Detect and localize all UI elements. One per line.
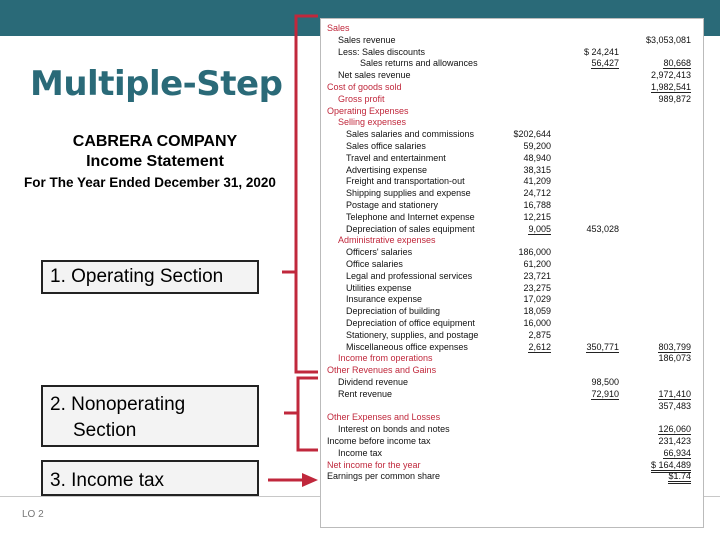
- nonoperating-section-label-line1: 2. Nonoperating: [50, 394, 186, 415]
- statement-row-label: Less: Sales discounts: [338, 46, 426, 57]
- statement-row-label: Rent revenue: [338, 388, 393, 399]
- statement-amount-c3: 357,483: [658, 400, 691, 411]
- operating-bracket: [296, 16, 318, 372]
- statement-row-label: Insurance expense: [346, 294, 423, 305]
- statement-amount-c1: 17,029: [523, 294, 551, 305]
- statement-amount-c2: $ 24,241: [583, 46, 619, 57]
- statement-amount-c1: 186,000: [518, 247, 551, 258]
- statement-period: For The Year Ended December 31, 2020: [24, 175, 276, 190]
- statement-row-label: Sales salaries and commissions: [346, 129, 475, 140]
- statement-row-label: Income before income tax: [327, 436, 431, 446]
- income-tax-arrow-head: [302, 473, 318, 487]
- statement-amount-c1: 12,215: [523, 211, 551, 222]
- statement-row-label: Sales returns and allowances: [360, 58, 478, 69]
- statement-row-label: Income tax: [338, 447, 383, 458]
- statement-amount-c2: 453,028: [586, 223, 619, 234]
- learning-objective: LO 2: [22, 509, 44, 520]
- page-title: Multiple-Step: [30, 64, 283, 104]
- statement-row-label: Net sales revenue: [338, 70, 411, 81]
- statement-amount-c1: 59,200: [523, 141, 551, 151]
- statement-amount-c2: 72,910: [591, 388, 619, 399]
- statement-amount-c1: 2,612: [528, 341, 551, 352]
- statement-amount-c3: $3,053,081: [645, 34, 691, 45]
- statement-amount-c2: 350,771: [586, 341, 619, 352]
- statement-row-label: Sales: [327, 23, 350, 33]
- statement-row-label: Cost of goods sold: [327, 82, 402, 92]
- statement-row-label: Other Revenues and Gains: [327, 365, 437, 376]
- statement-amount-c3: 989,872: [658, 93, 691, 104]
- statement-row-label: Interest on bonds and notes: [338, 424, 450, 435]
- statement-row-label: Gross profit: [338, 93, 385, 104]
- nonoperating-bracket: [298, 378, 318, 450]
- statement-row-label: Utilities expense: [346, 282, 412, 293]
- statement-row-label: Travel and entertainment: [346, 152, 446, 163]
- statement-row-label: Depreciation of office equipment: [346, 318, 475, 328]
- statement-row-label: Dividend revenue: [338, 377, 409, 387]
- statement-amount-c3: 186,073: [658, 353, 691, 364]
- statement-amount-c1: 61,200: [523, 259, 551, 269]
- statement-amount-c1: 41,209: [523, 176, 551, 187]
- statement-amount-c3: 80,668: [663, 58, 691, 69]
- statement-amount-c1: 16,000: [523, 318, 551, 328]
- statement-amount-c3: 126,060: [658, 424, 691, 435]
- statement-row-label: Administrative expenses: [338, 235, 436, 246]
- statement-amount-c2: 98,500: [591, 377, 619, 387]
- statement-row-label: Other Expenses and Losses: [327, 412, 441, 423]
- statement-row-label: Miscellaneous office expenses: [346, 341, 468, 352]
- statement-amount-c3: $ 164,489: [651, 460, 691, 473]
- statement-amount-c1: 24,712: [523, 188, 551, 199]
- statement-amount-c1: $202,644: [513, 129, 551, 140]
- statement-amount-c2: 56,427: [591, 58, 619, 69]
- statement-amount-c1: 18,059: [523, 306, 551, 317]
- statement-row-label: Telephone and Internet expense: [346, 211, 475, 222]
- statement-row-label: Office salaries: [346, 259, 403, 269]
- statement-amount-c3: $1.74: [668, 471, 691, 484]
- statement-amount-c3: 1,982,541: [650, 82, 691, 92]
- statement-row-label: Freight and transportation-out: [346, 176, 465, 187]
- statement-amount-c3: 231,423: [658, 436, 691, 446]
- statement-row-label: Postage and stationery: [346, 200, 439, 210]
- statement-amount-c1: 23,721: [523, 270, 551, 281]
- statement-row-label: Stationery, supplies, and postage: [346, 329, 479, 340]
- statement-amount-c1: 48,940: [523, 152, 551, 163]
- statement-amount-c3: 171,410: [658, 388, 691, 399]
- statement-row-label: Sales office salaries: [346, 141, 426, 151]
- statement-row-label: Legal and professional services: [346, 270, 473, 281]
- company-name: CABRERA COMPANY: [72, 133, 238, 150]
- statement-amount-c1: 16,788: [523, 200, 551, 210]
- income-tax-section-label: 3. Income tax: [50, 470, 165, 491]
- statement-amount-c3: 2,972,413: [650, 70, 691, 81]
- operating-section-label: 1. Operating Section: [50, 266, 224, 287]
- nonoperating-section-label-line2: Section: [73, 420, 137, 441]
- statement-row-label: Income from operations: [338, 353, 433, 364]
- statement-amount-c1: 23,275: [523, 282, 551, 293]
- statement-name: Income Statement: [86, 153, 224, 170]
- statement-row-label: Depreciation of sales equipment: [346, 223, 475, 234]
- statement-amount-c3: 803,799: [658, 341, 691, 352]
- statement-row-label: Operating Expenses: [327, 105, 409, 116]
- statement-row-label: Shipping supplies and expense: [346, 188, 471, 199]
- statement-row-label: Earnings per common share: [327, 471, 441, 482]
- statement-row-label: Depreciation of building: [346, 306, 441, 317]
- statement-row-label: Sales revenue: [338, 34, 396, 45]
- statement-row-label: Advertising expense: [346, 164, 428, 175]
- statement-row-label: Selling expenses: [338, 117, 407, 128]
- statement-row-label: Officers' salaries: [346, 247, 413, 258]
- statement-amount-c1: 2,875: [528, 329, 551, 340]
- statement-amount-c1: 38,315: [523, 164, 551, 175]
- statement-row-label: Net income for the year: [327, 459, 421, 470]
- statement-amount-c1: 9,005: [528, 223, 551, 234]
- statement-amount-c3: 66,934: [663, 447, 691, 458]
